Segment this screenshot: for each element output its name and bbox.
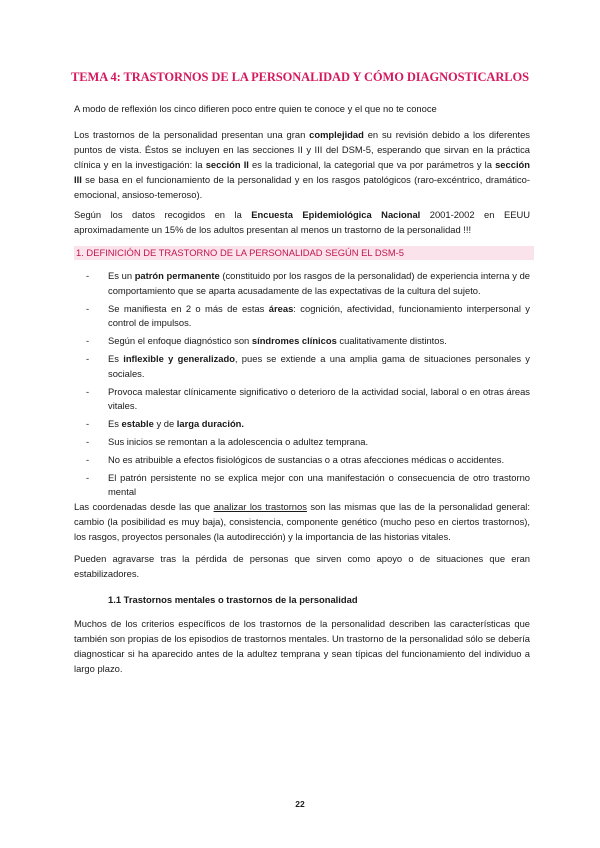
bold-term: patrón permanente [134, 270, 220, 281]
bold-term: sección III [74, 159, 531, 185]
text-run: Sus inicios se remontan a la adolescencia o adultez temprana. [108, 435, 369, 447]
text-run: Es [108, 352, 124, 364]
bold-term: Encuesta Epidemiológica Nacional [251, 209, 421, 220]
list-item [86, 302, 530, 332]
paragraph-survey [74, 207, 530, 237]
list-item [86, 334, 530, 349]
bold-term: inflexible y generalizado [123, 352, 235, 364]
list-item [86, 385, 530, 415]
section-heading: 1. DEFINICIÓN DE TRASTORNO DE LA PERSONALIDAD SEGÚN EL DSM-5 [74, 246, 534, 260]
text-run: son las mismas que las de la personalidad general: cambio (la posibilidad es muy baja), consistencia, componente genético (mucho peso en ciertos trastornos), los rasgos, proyectos personales (la autodirección) y la importancia de las historias vitales. [74, 501, 530, 542]
intro-text: A modo de reflexión los cinco difieren poco entre quien te conoce y el que no te conoce [74, 103, 437, 114]
text-run: 2001-2002 en EEUU aproximadamente un 15% de los adultos presentan al menos un trastorno de la personalidad !!! [74, 209, 530, 235]
text-run: Según los datos recogidos en la [74, 209, 252, 220]
text-run: en su revisión debido a los diferentes puntos de vista. Éstos se incluyen en las secciones II y III del DSM-5, esperando que sirvan en la práctica clínica y en la investigación: la [74, 129, 530, 170]
page-title: TEMA 4: TRASTORNOS DE LA PERSONALIDAD Y CÓMO DIAGNOSTICARLOS [71, 70, 529, 84]
list-item [86, 417, 530, 432]
bold-term: estable [121, 418, 154, 430]
text-run: es la tradicional, la categorial que va por parámetros y la [248, 159, 496, 170]
text-run: Provoca malestar clínicamente significativo o deterioro de la actividad social, laboral o en otras áreas vitales. [108, 385, 530, 412]
text-run: No es atribuible a efectos fisiológicos de sustancias o a otras afecciones médicas o accidentes. [108, 453, 505, 465]
list-item [86, 435, 530, 450]
bold-term: síndromes clínicos [251, 335, 337, 347]
bold-term: sección II [205, 159, 249, 170]
text-run: Según el enfoque diagnóstico son [108, 335, 252, 347]
dash-bullet: - [86, 453, 90, 465]
dash-bullet: - [86, 335, 90, 347]
criteria-list [86, 269, 530, 503]
paragraph-coordinates [74, 499, 530, 544]
list-item [86, 471, 530, 501]
dash-bullet: - [86, 418, 90, 430]
text-run: y de [153, 418, 177, 430]
paragraph-complexity [74, 127, 530, 202]
bold-term: complejidad [309, 129, 364, 140]
text-run: Los trastornos de la personalidad presentan una gran [74, 129, 310, 140]
list-item [86, 453, 530, 468]
paragraph-aggravation: Pueden agravarse tras la pérdida de personas que sirven como apoyo o de situaciones que eran estabilizadores. [74, 553, 530, 579]
text-run: Se manifiesta en 2 o más de estas [108, 302, 269, 314]
bold-term: larga duración. [176, 418, 245, 430]
dash-bullet: - [86, 352, 90, 364]
dash-bullet: - [86, 270, 90, 281]
list-item [86, 269, 530, 299]
text-run: Las coordenadas desde las que [74, 501, 214, 512]
dash-bullet: - [86, 385, 90, 397]
bold-term: áreas [268, 302, 294, 314]
subsection-heading: 1.1 Trastornos mentales o trastornos de la personalidad [108, 594, 358, 605]
paragraph-diagnosis: Muchos de los criterios específicos de los trastornos de la personalidad describen las características que también son propias de los episodios de trastornos mentales. Un trastorno de la personalidad sólo se debería diagnosticar si ha aparecido antes de la adultez temprana y sean típicas del funcionamiento del individuo a largo plazo. [74, 618, 530, 674]
text-run: El patrón persistente no se explica mejor con una manifestación o consecuencia de otro trastorno mental [108, 471, 530, 498]
dash-bullet: - [86, 435, 90, 447]
page-number: 22 [295, 799, 305, 809]
underlined-term: analizar los trastornos [213, 501, 307, 512]
text-run: , pues se extiende a una amplia gama de situaciones personales y sociales. [108, 352, 530, 379]
list-item [86, 352, 530, 382]
dash-bullet: - [86, 302, 90, 314]
text-run: Es [108, 418, 122, 430]
text-run: Es un [108, 270, 135, 281]
dash-bullet: - [86, 471, 90, 483]
text-run: cualitativamente distintos. [336, 335, 447, 347]
text-run: (constituido por los rasgos de la personalidad) de experiencia interna y de comportamiento que se aparta acusadamente de las expectativas de la cultura del sujeto. [108, 270, 530, 296]
text-run: se basa en el funcionamiento de la personalidad y en los rasgos patológicos (raro-excéntrico, dramático-emocional, ansioso-temeroso). [74, 174, 530, 200]
text-run: : cognición, afectividad, funcionamiento interpersonal y control de impulsos. [108, 302, 530, 329]
